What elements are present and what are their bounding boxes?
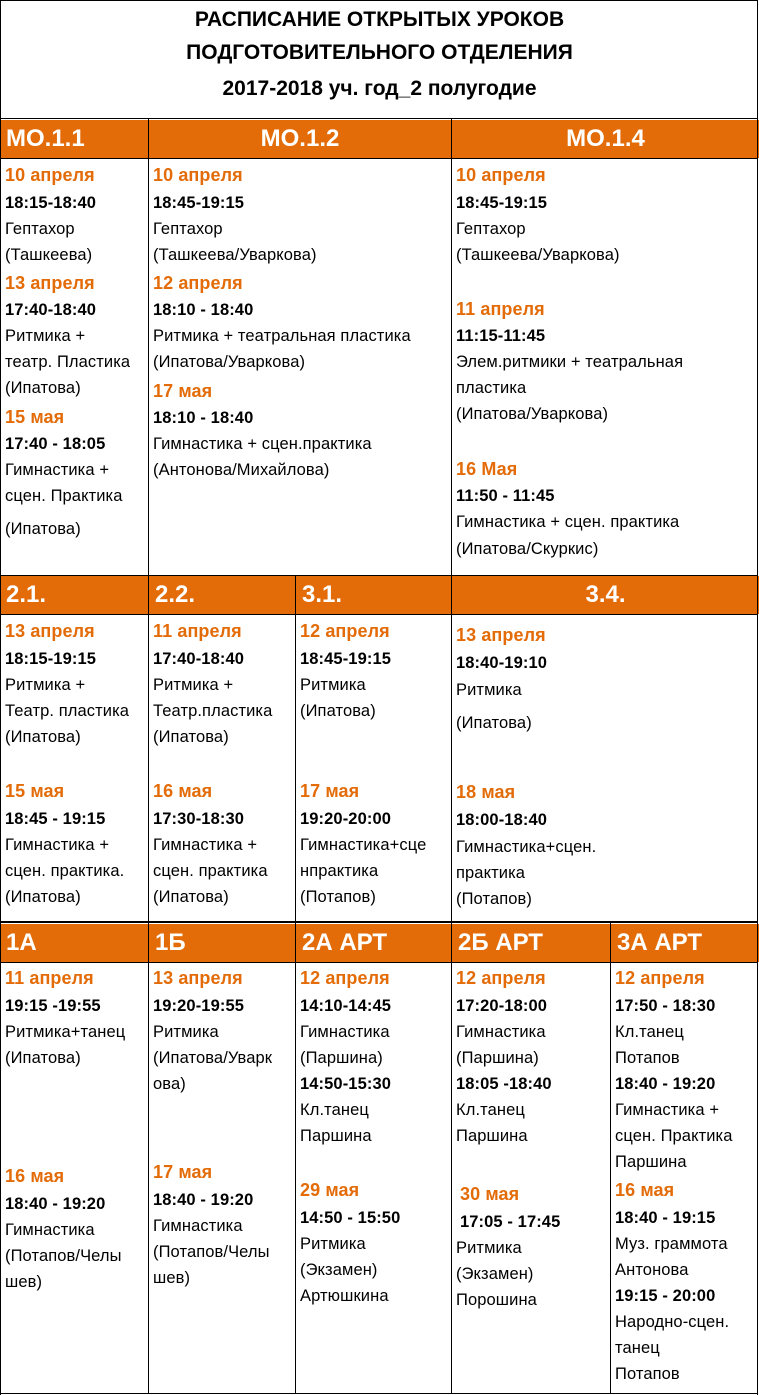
lesson-time: 17:40 - 18:05 xyxy=(5,435,106,453)
lesson-info: Театр. пластика xyxy=(5,702,130,720)
lesson-info: (Ипатова) xyxy=(5,888,81,906)
lesson-info: (Ипатова) xyxy=(5,728,81,746)
lesson-date: 17 мая xyxy=(300,781,360,801)
grid-line xyxy=(0,575,758,576)
lesson-info: (Ташкеева/Уваркова) xyxy=(456,246,620,264)
grid-line xyxy=(0,1393,758,1394)
lesson-info: Ритмика xyxy=(300,676,366,694)
lesson-info: Гимнастика + xyxy=(5,461,110,479)
lesson-info: (Ипатова/Уварк xyxy=(153,1049,273,1067)
lesson-info: (Ипатова) xyxy=(300,702,376,720)
lesson-info: Элем.ритмики + театральная xyxy=(456,353,684,371)
lesson-date: 12 апреля xyxy=(300,968,390,988)
lesson-info: Гимнастика xyxy=(456,1023,546,1041)
group-header-3a-art: 3А АРТ xyxy=(611,924,759,962)
lesson-date: 16 мая xyxy=(5,1166,65,1186)
lesson-info: шев) xyxy=(153,1269,191,1287)
schedule-cell-2b-art xyxy=(451,964,610,1394)
lesson-date: 12 апреля xyxy=(615,968,705,988)
schedule-cell-1b xyxy=(148,964,295,1394)
lesson-date: 13 апреля xyxy=(5,273,95,293)
lesson-date: 13 апреля xyxy=(456,625,546,645)
lesson-time: 17:05 - 17:45 xyxy=(460,1213,561,1231)
lesson-info: (Ипатова) xyxy=(5,1049,81,1067)
lesson-info: танец xyxy=(615,1339,660,1357)
grid-line xyxy=(0,158,758,159)
grid-line xyxy=(0,0,1,1395)
lesson-info: Гимнастика + сцен. практика xyxy=(456,513,680,531)
lesson-time: 18:00-18:40 xyxy=(456,811,547,829)
lesson-info: Кл.танец xyxy=(456,1101,525,1119)
lesson-date: 11 апреля xyxy=(153,621,242,641)
lesson-info: сцен. практика. xyxy=(5,862,125,880)
lesson-info: (Ипатова) xyxy=(5,520,81,538)
lesson-date: 12 апреля xyxy=(300,621,390,641)
lesson-time: 18:45-19:15 xyxy=(300,650,391,668)
group-header-2-1: 2.1. xyxy=(0,576,148,614)
lesson-info: (Ипатова/Уваркова) xyxy=(153,353,306,371)
lesson-time: 14:50-15:30 xyxy=(300,1075,391,1093)
lesson-date: 13 апреля xyxy=(5,621,95,641)
group-header-mo-1-1: МО.1.1 xyxy=(0,120,148,158)
lesson-date: 10 апреля xyxy=(456,165,546,185)
grid-line xyxy=(451,118,452,1394)
lesson-date: 11 апреля xyxy=(5,968,94,988)
lesson-info: сцен. Практика xyxy=(615,1127,733,1145)
lesson-info: Гимнастика+сцен. xyxy=(456,838,597,856)
lesson-date: 16 мая xyxy=(153,781,213,801)
lesson-time: 17:40-18:40 xyxy=(153,650,244,668)
grid-line xyxy=(0,962,758,963)
lesson-info: (Ипатова) xyxy=(153,728,229,746)
lesson-time: 17:20-18:00 xyxy=(456,997,547,1015)
lesson-info: (Потапов/Челы xyxy=(153,1243,270,1261)
grid-line xyxy=(757,0,758,1395)
lesson-info: Антонова xyxy=(615,1261,689,1279)
lesson-time: 18:40-19:10 xyxy=(456,654,547,672)
lesson-time: 11:50 - 11:45 xyxy=(456,487,555,505)
lesson-time: 14:50 - 15:50 xyxy=(300,1209,401,1227)
lesson-info: (Экзамен) xyxy=(300,1261,378,1279)
lesson-time: 19:20-19:55 xyxy=(153,997,244,1015)
lesson-info: Паршина xyxy=(300,1127,372,1145)
grid-line xyxy=(0,614,758,615)
title-line-1: РАСПИСАНИЕ ОТКРЫТЫХ УРОКОВ xyxy=(194,8,565,31)
lesson-time: 18:15-19:15 xyxy=(5,650,96,668)
group-header-mo-1-2: МО.1.2 xyxy=(149,120,451,158)
lesson-info: Гептахор xyxy=(153,220,223,238)
lesson-date: 12 апреля xyxy=(456,968,546,988)
lesson-time: 18:15-18:40 xyxy=(5,194,96,212)
lesson-time: 18:45-19:15 xyxy=(456,194,547,212)
schedule-cell-2-1 xyxy=(0,616,148,922)
lesson-time: 18:40 - 19:20 xyxy=(615,1075,716,1093)
lesson-info: (Ипатова) xyxy=(456,714,532,732)
lesson-date: 15 мая xyxy=(5,407,65,427)
lesson-info: Ритмика + xyxy=(5,327,86,345)
lesson-date: 11 апреля xyxy=(456,299,545,319)
group-header-1b: 1Б xyxy=(149,924,295,962)
grid-line xyxy=(295,575,296,1394)
lesson-info: (Ипатова) xyxy=(5,379,81,397)
lesson-info: Гимнастика + сцен.практика xyxy=(153,435,372,453)
lesson-info: (Экзамен) xyxy=(456,1265,534,1283)
lesson-info: (Паршина) xyxy=(300,1049,383,1067)
lesson-info: (Антонова/Михайлова) xyxy=(153,461,330,479)
lesson-time: 18:40 - 19:20 xyxy=(5,1195,106,1213)
lesson-date: 16 Мая xyxy=(456,459,518,479)
lesson-time: 18:10 - 18:40 xyxy=(153,301,254,319)
lesson-info: (Ипатова) xyxy=(153,888,229,906)
lesson-date: 29 мая xyxy=(300,1180,360,1200)
grid-line xyxy=(0,921,758,923)
lesson-info: Гимнастика xyxy=(153,1217,243,1235)
lesson-info: театр. Пластика xyxy=(5,353,131,371)
schedule-cell-2a-art xyxy=(295,964,451,1394)
group-header-mo-1-4: МО.1.4 xyxy=(452,120,759,158)
lesson-info: (Паршина) xyxy=(456,1049,539,1067)
lesson-info: Порошина xyxy=(456,1291,537,1309)
title-line-2: ПОДГОТОВИТЕЛЬНОГО ОТДЕЛЕНИЯ xyxy=(186,41,573,64)
lesson-info: Ритмика xyxy=(153,1023,219,1041)
lesson-info: Театр.пластика xyxy=(153,702,273,720)
lesson-info: Муз. граммота xyxy=(615,1235,728,1253)
group-header-2a-art: 2А АРТ xyxy=(296,924,451,962)
lesson-info: (Ташкеева/Уваркова) xyxy=(153,246,317,264)
lesson-date: 13 апреля xyxy=(153,968,243,988)
lesson-info: Ритмика + театральная пластика xyxy=(153,327,411,345)
lesson-info: нпрактика xyxy=(300,862,379,880)
grid-line xyxy=(148,118,149,1394)
lesson-info: Потапов xyxy=(615,1365,680,1383)
lesson-info: шев) xyxy=(5,1273,43,1291)
lesson-info: Паршина xyxy=(615,1153,687,1171)
lesson-info: Потапов xyxy=(615,1049,680,1067)
lesson-time: 18:10 - 18:40 xyxy=(153,409,254,427)
lesson-info: (Потапов) xyxy=(456,890,532,908)
lesson-time: 19:15 - 20:00 xyxy=(615,1287,716,1305)
lesson-info: Гимнастика+сце xyxy=(300,836,427,854)
lesson-date: 10 апреля xyxy=(153,165,243,185)
group-header-3-4: 3.4. xyxy=(452,576,759,614)
lesson-info: ова) xyxy=(153,1075,186,1093)
schedule-cell-1a xyxy=(0,964,148,1394)
group-header-2b-art: 2Б АРТ xyxy=(452,924,610,962)
lesson-info: (Ипатова/Уваркова) xyxy=(456,405,609,423)
lesson-info: Гимнастика xyxy=(300,1023,390,1041)
lesson-info: Гимнастика + xyxy=(615,1101,720,1119)
lesson-date: 18 мая xyxy=(456,782,516,802)
lesson-time: 17:30-18:30 xyxy=(153,810,244,828)
schedule-cell-mo-1-2 xyxy=(148,160,451,575)
lesson-date: 17 мая xyxy=(153,1162,213,1182)
lesson-info: Ритмика xyxy=(300,1235,366,1253)
lesson-time: 14:10-14:45 xyxy=(300,997,391,1015)
schedule-cell-mo-1-1 xyxy=(0,160,148,575)
lesson-info: Артюшкина xyxy=(300,1287,389,1305)
lesson-date: 10 апреля xyxy=(5,165,95,185)
lesson-info: пластика xyxy=(456,379,527,397)
lesson-info: (Ташкеева) xyxy=(5,246,93,264)
schedule-cell-3-4 xyxy=(451,616,757,922)
lesson-info: сцен. Практика xyxy=(5,487,123,505)
grid-line xyxy=(0,0,758,1)
lesson-info: Гептахор xyxy=(5,220,75,238)
schedule-cell-3a-art xyxy=(610,964,757,1394)
group-header-2-2: 2.2. xyxy=(149,576,295,614)
lesson-info: Ритмика xyxy=(456,1239,522,1257)
lesson-info: Народно-сцен. xyxy=(615,1313,730,1331)
lesson-info: Гимнастика + xyxy=(5,836,110,854)
grid-line xyxy=(0,118,758,119)
lesson-time: 19:20-20:00 xyxy=(300,810,391,828)
title-line-3: 2017-2018 уч. год_2 полугодие xyxy=(222,77,537,100)
lesson-time: 18:40 - 19:20 xyxy=(153,1191,254,1209)
lesson-info: сцен. практика xyxy=(153,862,268,880)
lesson-info: Гимнастика xyxy=(5,1221,95,1239)
grid-line xyxy=(610,921,611,1394)
lesson-info: Ритмика + xyxy=(5,676,86,694)
lesson-time: 11:15-11:45 xyxy=(456,327,546,345)
lesson-time: 18:45-19:15 xyxy=(153,194,244,212)
lesson-info: Паршина xyxy=(456,1127,528,1145)
group-header-3-1: 3.1. xyxy=(296,576,451,614)
lesson-date: 15 мая xyxy=(5,781,65,801)
lesson-info: практика xyxy=(456,864,526,882)
lesson-time: 17:50 - 18:30 xyxy=(615,997,716,1015)
schedule-cell-3-1 xyxy=(295,616,451,922)
lesson-time: 18:45 - 19:15 xyxy=(5,810,106,828)
group-header-1a: 1А xyxy=(0,924,148,962)
schedule-cell-2-2 xyxy=(148,616,295,922)
lesson-info: Кл.танец xyxy=(300,1101,369,1119)
lesson-time: 18:05 -18:40 xyxy=(456,1075,552,1093)
schedule-cell-mo-1-4 xyxy=(451,160,757,575)
lesson-info: Ритмика+танец xyxy=(5,1023,126,1041)
lesson-info: Кл.танец xyxy=(615,1023,684,1041)
lesson-info: Ритмика + xyxy=(153,676,234,694)
lesson-info: (Ипатова/Скуркис) xyxy=(456,540,599,558)
lesson-info: (Потапов/Челы xyxy=(5,1247,122,1265)
lesson-info: (Потапов) xyxy=(300,888,376,906)
lesson-info: Гимнастика + xyxy=(153,836,258,854)
lesson-date: 30 мая xyxy=(460,1184,520,1204)
lesson-time: 18:40 - 19:15 xyxy=(615,1209,716,1227)
lesson-date: 12 апреля xyxy=(153,273,243,293)
lesson-info: Ритмика xyxy=(456,681,522,699)
lesson-time: 19:15 -19:55 xyxy=(5,997,101,1015)
lesson-info: Гептахор xyxy=(456,220,526,238)
lesson-date: 17 мая xyxy=(153,381,213,401)
lesson-date: 16 мая xyxy=(615,1180,675,1200)
lesson-time: 17:40-18:40 xyxy=(5,301,96,319)
